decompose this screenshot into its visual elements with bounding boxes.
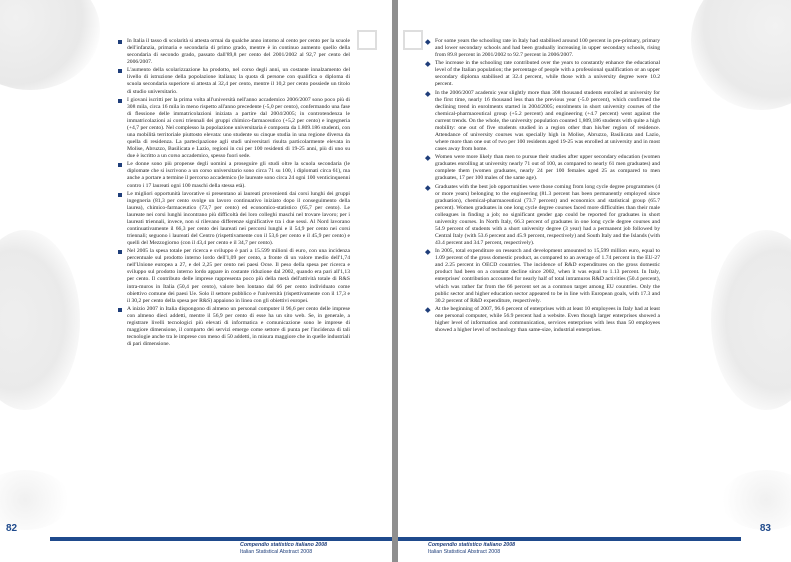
paragraph: For some years the schooling rate in Italy had stabilised around 100 percent in pre-primary, primary and lower secondary schools and had been gradually increasing in upper secondary schools, rising from 89.8 percent in 2001/2002 to 92.7 percent in 2006/2007. (426, 38, 660, 59)
square-bullet-icon (118, 193, 122, 197)
square-bullet-icon (118, 308, 122, 312)
decorative-globe-image (691, 0, 791, 110)
diamond-bullet-icon (425, 91, 430, 96)
diamond-bullet-icon (425, 62, 430, 67)
paragraph: Nel 2005 la spesa totale per ricerca e sviluppo è pari a 15.599 milioni di euro, con una incidenza percentuale sul prodotto interno lordo dell'1,09 per cento, a fronte di un valore medio dell'1,74 nell'Unione europea a 27, e del 2,25 per cento nei paesi Ocse. Il peso della spesa per ricerca e sviluppo sul prodotto interno lordo appare in costante riduzione dal 2002, quando era pari all'1,13 per cento. Il contributo delle imprese rappresenta poco più della metà dell'attività totale di R&S intra-muros in Italia (50,4 per cento), valore ben lontano dal 66 per cento individuato come obiettivo comune dei paesi Ue. Solo il settore pubblico e l'università (rispettivamente con il 17,3 e il 30,2 per cento della spesa per R&S) appaiono in linea con gli obiettivi europei. (118, 248, 350, 304)
square-bullet-icon (118, 40, 122, 44)
diamond-bullet-icon (425, 156, 430, 161)
decorative-globe-image (0, 0, 100, 90)
diamond-bullet-icon (425, 307, 430, 312)
decorative-background-image (0, 230, 80, 410)
square-bullet-icon (118, 99, 122, 103)
right-page-text (426, 38, 660, 335)
paragraph: The increase in the schooling rate contributed over the years to constantly enhance the educational level of the Italian population; the percentage of people with a professional qualification or an upper secondary diploma stabilised at 32.4 percent, while those with a university degree were 10.2 percent. (426, 60, 660, 88)
paragraph: A inizio 2007 in Italia dispongono di almeno un personal computer il 96,6 per cento delle imprese con almeno dieci addetti, mentre il 56,9 per cento di esse ha un sito web. Se, in generale, a registrare livelli tecnologici più elevati di informatica e comunicazione sono le imprese di maggiore dimensione, il comparto dei servizi emerge come settore di punta per l'incidenza di tali tecnologie anche tra le imprese con meno di 50 addetti, in misura maggiore che in quelle industriali di pari dimensione. (118, 306, 350, 348)
diamond-bullet-icon (425, 185, 430, 190)
footer-rule (398, 537, 741, 541)
left-page (0, 0, 392, 562)
decorative-background-image (721, 470, 791, 530)
square-bullet-icon (118, 69, 122, 73)
decorative-frame-icon (403, 30, 423, 50)
left-page-text (118, 38, 350, 349)
paragraph: In 2005, total expenditure on research and development amounted to 15,599 million euro, equal to 1.09 percent of the gross domestic product, as compared to an average of 1.74 percent in the EU-27 and 2.25 percent in OECD countries. The incidence of R&D expenditures on the gross domestic product had been on a constant decline since 2002, when it was equal to 1.13 percent. In Italy, enterprises' contribution accounted for nearly half of total intramuros R&D activities (50.4 percent), which was rather far from the 66 percent set as a common target among EU countries. Only the public sector and higher education sector appeared to be in line with European goals, with 17.3 and 30.2 percent of R&D expenditure, respectively. (426, 248, 660, 304)
decorative-frame-icon (357, 30, 377, 50)
diamond-bullet-icon (425, 250, 430, 255)
paragraph: Graduates with the best job opportunities were those coming from long cycle degree programmes (4 or more years) belonging to the engineering (81.3 percent has been permanently employed since graduation), chemical-pharmaceutical (73.7 percent) and economics and statistical group (65.7 percent). Women graduates in one long cycle degree courses faced more difficulties than their male colleagues in finding a job; no significant gender gap could be reported for graduates in short university courses. In North Italy, 66.3 percent of graduates in one long cycle degree courses and 54.9 percent of students with a short university degree (3 year) had a permanent job followed by Central Italy (with 53.6 percent and 45.9 percent, respectively) and South Italy and the Islands (with 43.4 percent and 34.7 percent, respectively). (426, 184, 660, 247)
paragraph: Women were more likely than men to pursue their studies after upper secondary education (women graduates enrolling at university nearly 71 out of 100, as compared to nearly 61 men graduates) and complete them (women graduates, nearly 24 per 100 females aged 25 as compared to men graduates, 17 per 100 males of the same age). (426, 154, 660, 182)
page-number: 82 (6, 523, 18, 534)
footer-rule (50, 537, 392, 541)
paragraph: Le migliori opportunità lavorative si presentano ai laureati provenienti dai corsi lunghi dei gruppi ingegneria (81,3 per cento svolge un lavoro continuativo iniziato dopo il conseguimento della laurea), chimico-farmaceutico (73,7 per cento) ed economico-statistico (65,7 per cento). Le laureate nei corsi lunghi incontrano più difficoltà dei loro colleghi maschi nel trovare lavoro; per i laureati triennali, invece, non si rilevano differenze significative tra i due sessi. Al Nord lavorano continuativamente il 66,3 per cento dei laureati nei percorsi lunghi e il 54,9 per cento nei corsi triennali; seguono i laureati del Centro (rispettivamente con il 53,6 per cento e il 45,9 per cento) e quelli del Mezzogiorno (con il 43,4 per cento e il 34,7 per cento). (118, 191, 350, 247)
square-bullet-icon (118, 250, 122, 254)
footer-title: Compendio statistico italiano 2008 (428, 542, 516, 548)
paragraph: In Italia il tasso di scolarità si attesta ormai da qualche anno intorno al cento per cento per la scuole dell'infanzia, primaria e secondaria di primo grado, mentre è in continuo aumento quello della secondaria di secondo grado, passato dall'89,8 per cento del 2001/2002 al 92,7 per cento del 2006/2007. (118, 38, 350, 66)
footer-subtitle: Italian Statistical Abstract 2008 (428, 549, 501, 555)
paragraph: At the beginning of 2007, 96.6 percent of enterprises with at least 10 employees in Italy had at least one personal computer, while 56.9 percent had a website. Even though larger enterprises showed a higher level of information and communication, services enterprises with less than 50 employees showed a higher level of technology than same-size, industrial enterprises. (426, 306, 660, 334)
paragraph: L'aumento della scolarizzazione ha prodotto, nel corso degli anni, un costante innalzamento del livello di istruzione della popolazione italiana; la quota di persone con qualifica o diploma di scuola secondaria superiore si attesta al 32,4 per cento, mentre il 10,2 per cento possiede un titolo di studio universitario. (118, 67, 350, 95)
diamond-bullet-icon (425, 39, 430, 44)
footer-title: Compendio statistico italiano 2008 (240, 542, 328, 548)
square-bullet-icon (118, 163, 122, 167)
decorative-background-image (0, 470, 70, 530)
page-number: 83 (759, 523, 771, 534)
paragraph: Le donne sono più propense degli uomini a proseguire gli studi oltre la scuola secondaria (le diplomate che si iscrivono a un corso universitario sono circa 71 su 100, i diplomati circa 61), ma anche a portare a termine il percorso accademico (le laureate sono circa 24 ogni 100 venticinquenni contro i 17 laureati ogni 100 maschi della stessa età). (118, 161, 350, 189)
right-page (398, 0, 791, 562)
paragraph: I giovani iscritti per la prima volta all'università nell'anno accademico 2006/2007 sono poco più di 308 mila, circa 16 mila in meno rispetto all'anno precedente (-5,0 per cento), confermando una fase di flessione delle immatricolazioni iniziata a partire dal 2004/2005; in controtendenza le immatricolazioni ai corsi triennali dei gruppi chimico-farmaceutico (+5,2 per cento) e ingegneria (+4,7 per cento). Nel complesso la popolazione universitaria è composta da 1.809.186 studenti, con una mobilità territoriale piuttosto elevata: uno studente su cinque studia in una regione diversa da quella di residenza. La partecipazione agli studi universitari risulta particolarmente elevata in Molise, Abruzzo, Basilicata e Lazio, regioni in cui per 100 residenti di 19-25 anni, più di uno su due è iscritto a un corso accademico, spesso fuori sede. (118, 97, 350, 160)
paragraph: In the 2006/2007 academic year slightly more than 308 thousand students enrolled at university for the first time, nearly 16 thousand less than the previous year (-5.0 percent), which confirmed the declining trend in enrolments started in 2004/2005; enrolments in short university courses of the chemical-pharmaceutical group (+5.2 percent) and engineering (+4.7 percent) went against the current trends. On the whole, the university population counted 1,809,186 students with quite a high mobility: one out of five students studied in a region other than his/her region of residence. Attendance of university courses was specially high in Molise, Abruzzo, Basilicata and Lazio, where more than one out of two per 100 residents aged 19-25 was enrolled at university and in most cases away from home. (426, 90, 660, 153)
decorative-background-image (711, 230, 791, 410)
footer-subtitle: Italian Statistical Abstract 2008 (240, 549, 313, 555)
